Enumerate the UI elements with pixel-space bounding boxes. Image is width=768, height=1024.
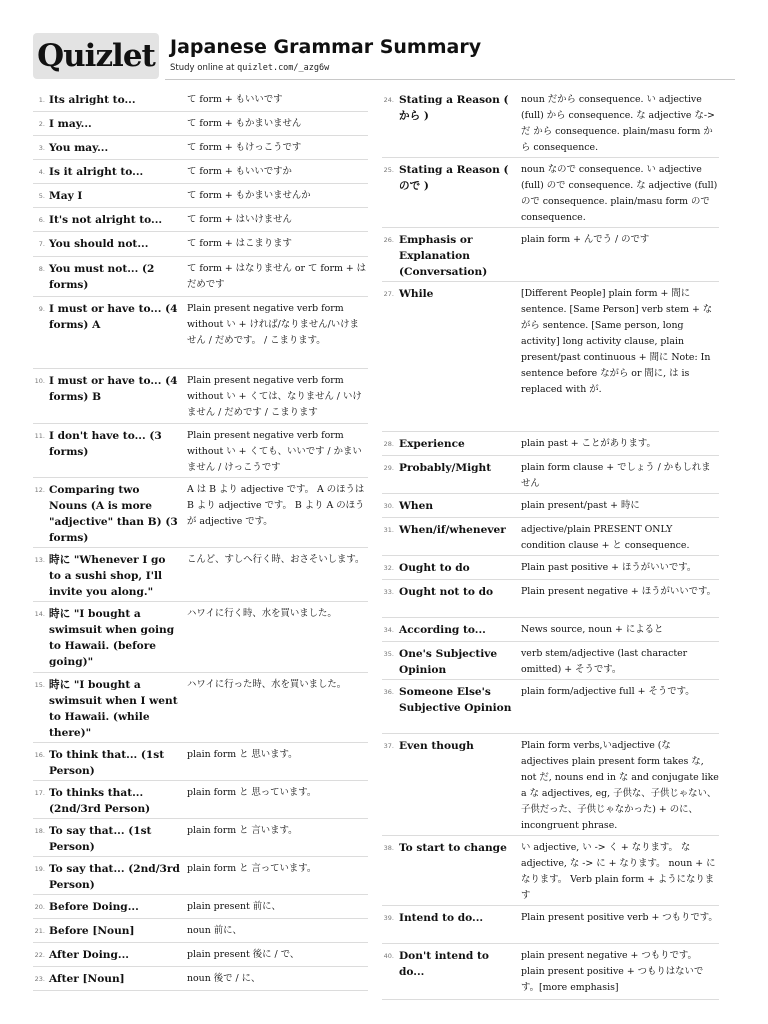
item-number: 37. bbox=[383, 742, 394, 750]
item-term: Don't intend to do... bbox=[399, 950, 489, 978]
item-number: 30. bbox=[383, 502, 394, 510]
item-definition: verb stem/adjective (last character omitted) + そうです。 bbox=[521, 648, 688, 675]
grammar-item bbox=[382, 680, 719, 734]
item-definition: plain form と 思っています。 bbox=[187, 787, 317, 798]
item-number: 4. bbox=[38, 168, 45, 176]
item-definition: plain form と 言っています。 bbox=[187, 863, 317, 874]
header-divider bbox=[165, 79, 735, 80]
item-term: While bbox=[399, 288, 434, 300]
item-number: 10. bbox=[34, 377, 45, 385]
grammar-item bbox=[382, 944, 719, 1000]
grammar-item bbox=[382, 88, 719, 158]
grammar-item bbox=[382, 158, 719, 228]
item-term: Ought not to do bbox=[399, 586, 494, 598]
item-definition: ハワイに行った時、水を買いました。 bbox=[187, 679, 347, 690]
item-definition: noun 前に、 bbox=[187, 925, 242, 936]
right-column bbox=[382, 88, 719, 1000]
grammar-item bbox=[33, 478, 368, 548]
item-term: I must or have to... (4 forms) B bbox=[49, 375, 178, 403]
item-term: 時に "I bought a swimsuit when going to Hawaii. (before going)" bbox=[49, 608, 175, 668]
item-term: You may... bbox=[49, 142, 109, 154]
item-definition: て form + はいけません bbox=[187, 214, 292, 225]
grammar-item bbox=[33, 112, 368, 136]
item-definition: plain present 前に、 bbox=[187, 901, 281, 912]
grammar-item bbox=[382, 456, 719, 494]
grammar-item bbox=[33, 781, 368, 819]
item-term: After [Noun] bbox=[49, 973, 125, 985]
item-term: You must not... (2 forms) bbox=[49, 263, 155, 291]
item-number: 13. bbox=[34, 556, 45, 564]
item-definition: plain form と 思います。 bbox=[187, 749, 298, 760]
grammar-item bbox=[33, 232, 368, 257]
grammar-item bbox=[382, 642, 719, 680]
item-definition: て form + はこまります bbox=[187, 238, 292, 249]
item-number: 19. bbox=[34, 865, 45, 873]
item-definition: Plain present negative verb form without い + ければ/なりません/いけません / だめです。 / こまります。 bbox=[187, 303, 359, 346]
item-term: Intend to do... bbox=[399, 912, 484, 924]
item-definition: ハワイに行く時、水を買いました。 bbox=[187, 608, 337, 619]
item-definition: Plain present positive verb + つもりです。 bbox=[521, 912, 718, 923]
item-term: I don't have to... (3 forms) bbox=[49, 430, 162, 458]
item-term: Comparing two Nouns (A is more "adjective" than B) (3 forms) bbox=[49, 484, 178, 544]
item-term: Is it alright to... bbox=[49, 166, 144, 178]
item-number: 11. bbox=[34, 432, 45, 440]
item-definition: noun なので consequence. い adjective (full) ので consequence. な adjective (full) ので consequence. plain/masu form ので consequence. bbox=[521, 164, 718, 223]
grammar-item bbox=[33, 548, 368, 602]
item-number: 8. bbox=[38, 265, 45, 273]
grammar-item bbox=[33, 919, 368, 943]
item-definition: Plain present negative + ほうがいいです。 bbox=[521, 586, 716, 597]
item-term: Someone Else's Subjective Opinion bbox=[399, 686, 512, 714]
grammar-item bbox=[33, 369, 368, 424]
item-term: After Doing... bbox=[49, 949, 129, 961]
item-number: 6. bbox=[38, 216, 45, 224]
item-number: 1. bbox=[38, 96, 45, 104]
item-number: 18. bbox=[34, 827, 45, 835]
item-term: Probably/Might bbox=[399, 462, 492, 474]
item-number: 16. bbox=[34, 751, 45, 759]
item-number: 36. bbox=[383, 688, 394, 696]
item-number: 23. bbox=[34, 975, 45, 983]
item-number: 32. bbox=[383, 564, 394, 572]
grammar-item bbox=[33, 895, 368, 919]
item-definition: plain present/past + 時に bbox=[521, 500, 640, 511]
item-term: Experience bbox=[399, 438, 465, 450]
item-number: 27. bbox=[383, 290, 394, 298]
grammar-item bbox=[382, 836, 719, 906]
item-number: 24. bbox=[383, 96, 394, 104]
item-term: I may... bbox=[49, 118, 92, 130]
grammar-item bbox=[33, 819, 368, 857]
grammar-item bbox=[33, 184, 368, 208]
item-number: 20. bbox=[34, 903, 45, 911]
grammar-item bbox=[33, 424, 368, 478]
item-term: When/if/whenever bbox=[399, 524, 506, 536]
grammar-item bbox=[33, 160, 368, 184]
grammar-item bbox=[382, 734, 719, 836]
item-term: You should not... bbox=[49, 238, 149, 250]
grammar-item bbox=[382, 432, 719, 456]
item-definition: て form + もいいです bbox=[187, 94, 283, 105]
item-definition: て form + もかまいません bbox=[187, 118, 302, 129]
grammar-item bbox=[382, 494, 719, 518]
page-header bbox=[0, 0, 768, 90]
grammar-item bbox=[33, 88, 368, 112]
item-definition: noun 後で / に、 bbox=[187, 973, 261, 984]
item-definition: Plain present negative verb form without い + くても、いいです / かまいません / けっこうです bbox=[187, 430, 362, 473]
item-definition: plain form + んでう / のです bbox=[521, 234, 650, 245]
item-term: May I bbox=[49, 190, 83, 202]
item-number: 5. bbox=[38, 192, 45, 200]
item-number: 31. bbox=[383, 526, 394, 534]
item-term: To start to change bbox=[399, 842, 507, 854]
item-term: When bbox=[399, 500, 434, 512]
item-number: 34. bbox=[383, 626, 394, 634]
item-definition: Plain form verbs,いadjective (な adjectives plain present form takes な, not だ, nouns end in な and conjugate like a な adjectives, eg, 子供な、子供じゃない、子供だった、子供じゃなかった) + のに、incongruent phrase. bbox=[521, 740, 719, 831]
item-number: 38. bbox=[383, 844, 394, 852]
item-number: 21. bbox=[34, 927, 45, 935]
logo-text: Quizlet bbox=[37, 38, 155, 74]
item-definition: plain form clause + でしょう / かもしれません bbox=[521, 462, 711, 489]
grammar-item bbox=[33, 673, 368, 743]
subtitle-prefix: Study online at bbox=[170, 63, 238, 73]
item-term: To say that... (1st Person) bbox=[49, 825, 152, 853]
item-definition: adjective/plain PRESENT ONLY condition clause + と consequence. bbox=[521, 524, 690, 551]
item-definition: て form + もかまいませんか bbox=[187, 190, 311, 201]
item-term: According to... bbox=[399, 624, 486, 636]
item-definition: こんど、すしへ行く時、おさそいします。 bbox=[187, 554, 365, 565]
item-term: Before [Noun] bbox=[49, 925, 135, 937]
item-definition: て form + もけっこうです bbox=[187, 142, 302, 153]
grammar-item bbox=[382, 228, 719, 282]
item-term: Ought to do bbox=[399, 562, 470, 574]
item-number: 3. bbox=[38, 144, 45, 152]
item-number: 25. bbox=[383, 166, 394, 174]
item-definition: plain form/adjective full + そうです。 bbox=[521, 686, 695, 697]
item-term: 時に "I bought a swimsuit when I went to Hawaii. (while there)" bbox=[49, 679, 178, 739]
item-term: To say that... (2nd/3rd Person) bbox=[49, 863, 180, 891]
study-url-link[interactable]: quizlet.com/_azg6w bbox=[237, 63, 330, 73]
item-number: 22. bbox=[34, 951, 45, 959]
grammar-item bbox=[33, 967, 368, 991]
item-definition: plain present 後に / で、 bbox=[187, 949, 300, 960]
grammar-item bbox=[382, 580, 719, 618]
item-term: To thinks that... (2nd/3rd Person) bbox=[49, 787, 151, 815]
grammar-item bbox=[33, 743, 368, 781]
item-term: To think that... (1st Person) bbox=[49, 749, 165, 777]
item-number: 2. bbox=[38, 120, 45, 128]
item-term: Before Doing... bbox=[49, 901, 139, 913]
grammar-item bbox=[382, 518, 719, 556]
item-number: 33. bbox=[383, 588, 394, 596]
grammar-item bbox=[33, 208, 368, 232]
item-definition: A は B より adjective です。 A のほうは B より adjective です。 B より A のほうが adjective です。 bbox=[187, 484, 365, 527]
item-definition: News source, noun + によると bbox=[521, 624, 664, 635]
item-definition: plain form と 言います。 bbox=[187, 825, 298, 836]
item-number: 35. bbox=[383, 650, 394, 658]
item-term: One's Subjective Opinion bbox=[399, 648, 498, 676]
item-definition: plain past + ことがあります。 bbox=[521, 438, 656, 449]
item-definition: plain present negative + つもりです。 plain present positive + つもりはないです。[more emphasis] bbox=[521, 950, 704, 993]
grammar-item bbox=[33, 857, 368, 895]
item-term: 時に "Whenever I go to a sushi shop, I'll invite you along." bbox=[49, 554, 166, 598]
item-number: 26. bbox=[383, 236, 394, 244]
item-definition: て form + もいいですか bbox=[187, 166, 292, 177]
item-term: Stating a Reason ( から ) bbox=[399, 94, 509, 122]
item-number: 9. bbox=[38, 305, 45, 313]
grammar-item bbox=[382, 906, 719, 944]
item-term: Its alright to... bbox=[49, 94, 136, 106]
grammar-item bbox=[382, 556, 719, 580]
item-number: 17. bbox=[34, 789, 45, 797]
grammar-item bbox=[33, 297, 368, 369]
item-term: Emphasis or Explanation (Conversation) bbox=[399, 234, 488, 278]
item-number: 29. bbox=[383, 464, 394, 472]
item-number: 39. bbox=[383, 914, 394, 922]
item-term: It's not alright to... bbox=[49, 214, 163, 226]
item-definition: Plain present negative verb form without い + くては、なりません / いけません / だめです / こまります bbox=[187, 375, 362, 418]
item-number: 28. bbox=[383, 440, 394, 448]
item-definition: noun だから consequence. い adjective (full) から consequence. な adjective な->だ から consequence. plain/masu form から consequence. bbox=[521, 94, 715, 153]
item-definition: い adjective, い -> く + なります。 な adjective, な -> に + なります。 noun + に なります。 Verb plain form + ようになります bbox=[521, 842, 716, 901]
page-title: Japanese Grammar Summary bbox=[170, 36, 482, 58]
item-number: 14. bbox=[34, 610, 45, 618]
item-number: 15. bbox=[34, 681, 45, 689]
grammar-item bbox=[33, 602, 368, 673]
item-term: Stating a Reason ( ので ) bbox=[399, 164, 509, 192]
grammar-item bbox=[382, 618, 719, 642]
grammar-item bbox=[382, 282, 719, 432]
item-number: 7. bbox=[38, 240, 45, 248]
grammar-item bbox=[33, 136, 368, 160]
left-column bbox=[33, 88, 368, 991]
quizlet-logo[interactable] bbox=[33, 33, 159, 79]
item-number: 12. bbox=[34, 486, 45, 494]
grammar-item bbox=[33, 943, 368, 967]
item-definition: [Different People] plain form + 間に sentence. [Same Person] verb stem + ながら sentence. [Same person, long activity] long activity clause, plain present/past continuous + 間に Note: In sentence before ながら or 間に, は is replaced with が. bbox=[521, 288, 713, 395]
item-number: 40. bbox=[383, 952, 394, 960]
page-subtitle bbox=[170, 63, 329, 73]
item-term: I must or have to... (4 forms) A bbox=[49, 303, 178, 331]
grammar-item bbox=[33, 257, 368, 297]
item-definition: Plain past positive + ほうがいいです。 bbox=[521, 562, 697, 573]
item-term: Even though bbox=[399, 740, 474, 752]
item-definition: て form + はなりません or て form + はだめです bbox=[187, 263, 367, 290]
